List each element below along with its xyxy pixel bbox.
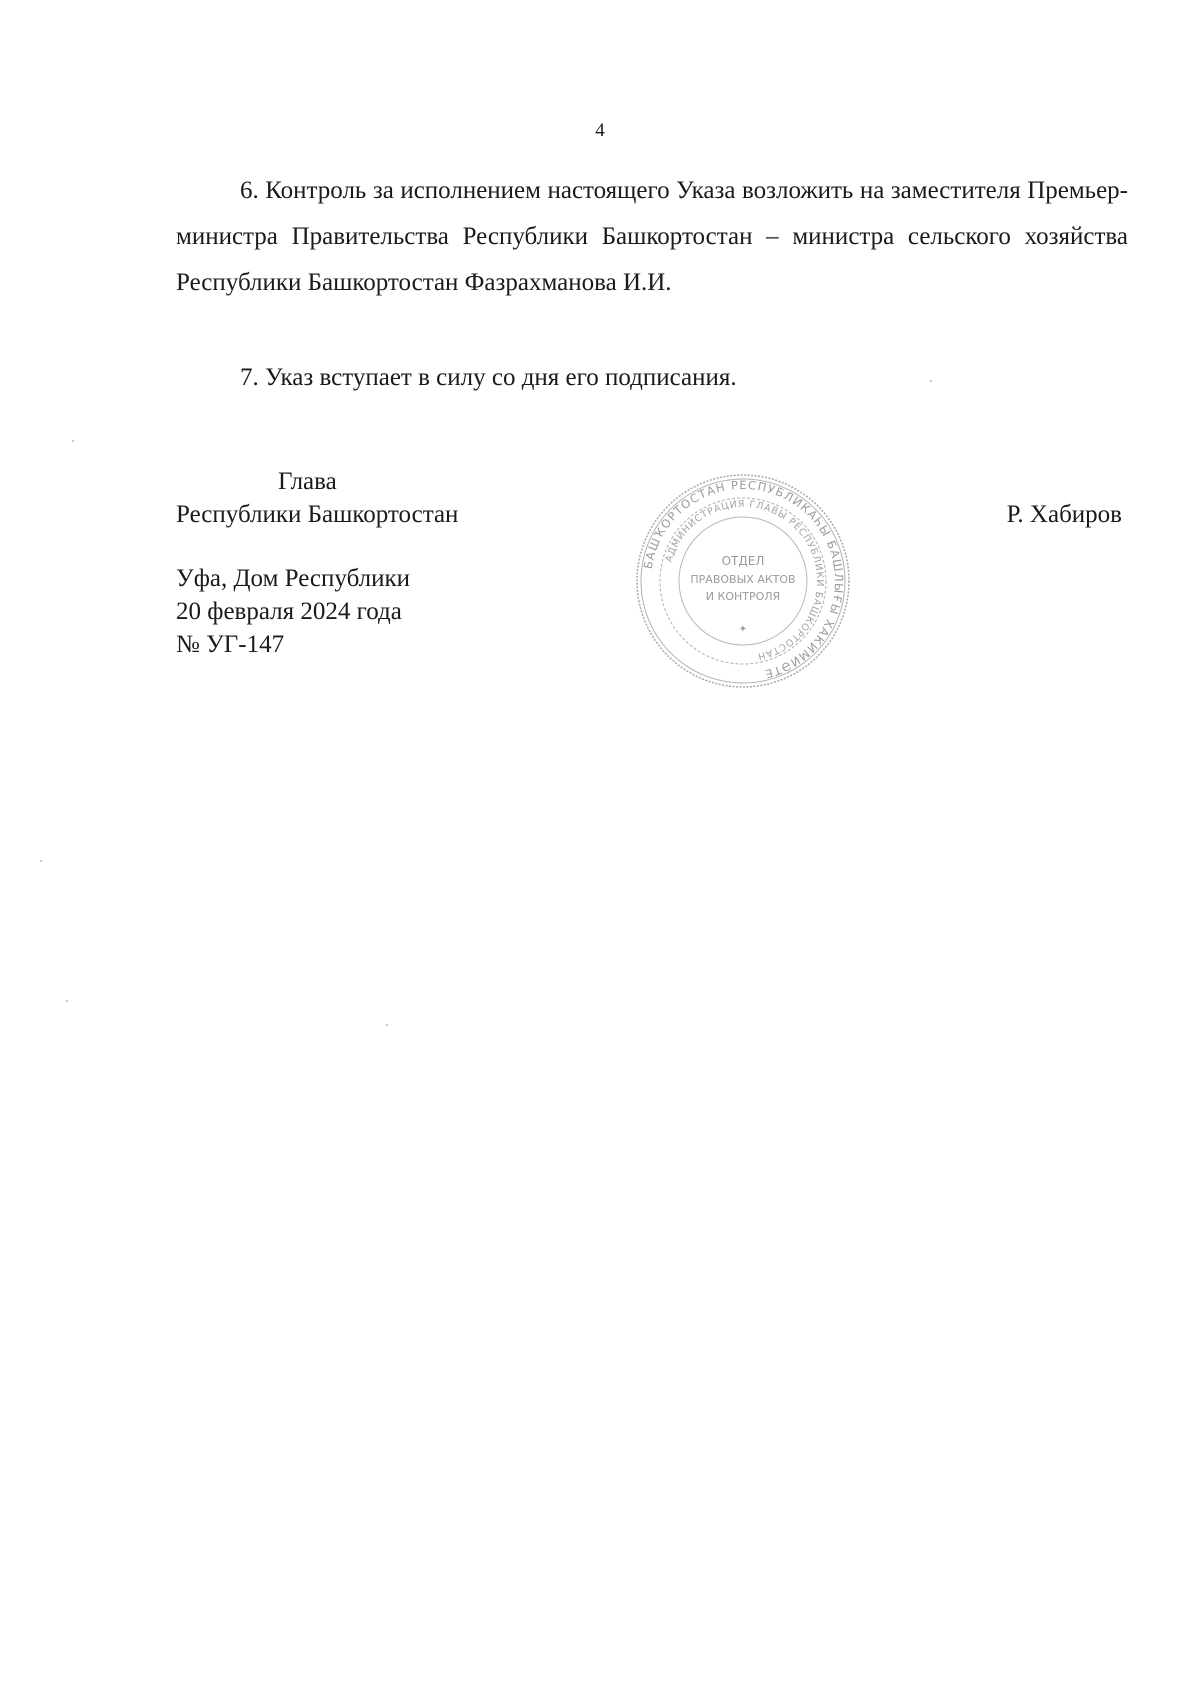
signature-title-line-2: Республики Башкортостан: [176, 501, 459, 528]
scan-artifact: [66, 1000, 68, 1002]
place-date-number: [176, 562, 410, 661]
document-date: 20 февраля 2024 года: [176, 598, 402, 625]
official-stamp: [634, 472, 852, 690]
stamp-ring-inner-text: АДМИНИСТРАЦИЯ ГЛАВЫ РЕСПУБЛИКИ БАШКОРТОСТАН: [663, 498, 826, 662]
signatory-name: Р. Хабиров: [1006, 501, 1122, 528]
signature-title-line-1: Глава: [278, 468, 337, 495]
stamp-star-icon: ✦: [738, 624, 748, 635]
scan-artifact: [386, 1024, 388, 1026]
stamp-ring-outer-text: БАШҠОРТОСТАН РЕСПУБЛИКАҺЫ БАШЛЫҒЫ ХАКИМИӘТЕ: [640, 477, 847, 682]
stamp-center-line-2: ПРАВОВЫХ АКТОВ: [690, 573, 796, 586]
stamp-center-line-3: И КОНТРОЛЯ: [705, 590, 781, 603]
scan-artifact: [72, 440, 74, 442]
paragraph-6: 6. Контроль за исполнением настоящего Указа возложить на заместителя Премьер-министра Правительства Республики Башкортостан – министра сельского хозяйства Республики Башкортостан Фазрахманова И.И.: [176, 177, 1128, 296]
signature-title: [176, 465, 458, 531]
scan-artifact: [930, 380, 932, 382]
paragraph-7: 7. Указ вступает в силу со дня его подписания.: [240, 364, 737, 391]
document-number: № УГ-147: [176, 631, 285, 658]
stamp-seal-icon: [634, 472, 852, 690]
page-number: 4: [595, 120, 605, 141]
scan-artifact: [40, 860, 42, 862]
place-line: Уфа, Дом Республики: [176, 565, 411, 592]
stamp-center-line-1: ОТДЕЛ: [721, 554, 765, 568]
